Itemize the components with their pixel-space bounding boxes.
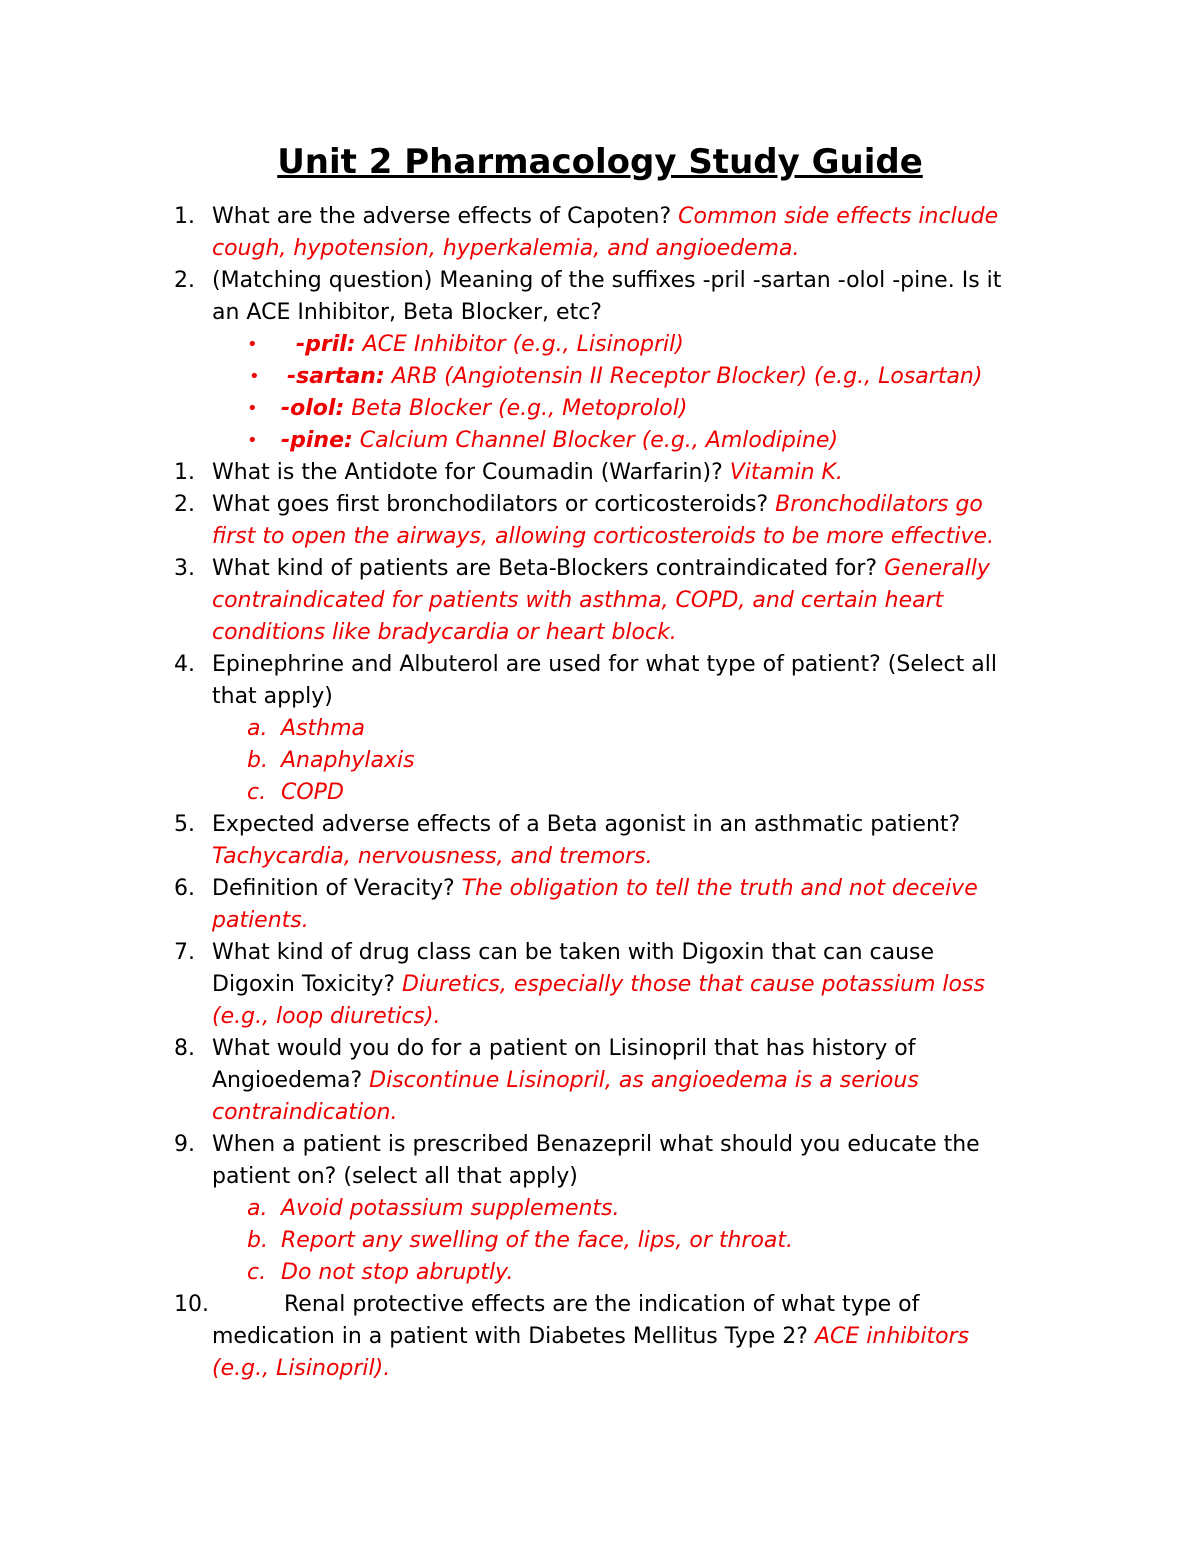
answer-text: Tachycardia, nervousness, and tremors. — [212, 844, 653, 869]
option-text: COPD — [281, 780, 344, 805]
item-number: 2. — [174, 492, 195, 517]
item-number: 1. — [174, 204, 195, 229]
suffix-term: -sartan: — [287, 364, 385, 389]
answer-text: Diuretics, especially those that cause potassium loss — [402, 972, 985, 997]
answer-text: patients. — [212, 908, 309, 933]
answer-text: (e.g., Lisinopril). — [212, 1356, 391, 1381]
item-number: 8. — [174, 1036, 195, 1061]
question-text: medication in a patient with Diabetes Mellitus Type 2? — [212, 1324, 815, 1349]
answer-text: (e.g., loop diuretics). — [212, 1004, 441, 1029]
answer-text: conditions like bradycardia or heart block. — [212, 620, 677, 645]
option-text: Report any swelling of the face, lips, or throat. — [281, 1228, 794, 1253]
suffix-term: -olol: — [281, 396, 345, 421]
question-text: Digoxin Toxicity? — [212, 972, 403, 997]
suffix-desc: ACE Inhibitor (e.g., Lisinopril) — [355, 332, 684, 357]
suffix-term: -pine: — [281, 428, 353, 453]
question-text: What kind of patients are Beta-Blockers contraindicated for? — [212, 556, 885, 581]
option-letter: b. — [247, 748, 268, 773]
question-text: What kind of drug class can be taken with Digoxin that can cause — [212, 940, 935, 965]
option-letter: b. — [247, 1228, 268, 1253]
option-text: Anaphylaxis — [281, 748, 415, 773]
answer-text: cough, hypotension, hyperkalemia, and angioedema. — [212, 236, 800, 261]
bullet-icon: • — [249, 366, 260, 387]
question-text: an ACE Inhibitor, Beta Blocker, etc? — [212, 300, 602, 325]
item-number: 4. — [174, 652, 195, 677]
question-text: Renal protective effects are the indication of what type of — [284, 1292, 920, 1317]
answer-text: Bronchodilators go — [775, 492, 983, 517]
item-number: 1. — [174, 460, 195, 485]
item-number: 3. — [174, 556, 195, 581]
answer-text: first to open the airways, allowing corticosteroids to be more effective. — [212, 524, 995, 549]
bullet-icon: • — [247, 398, 258, 419]
question-text: What are the adverse effects of Capoten? — [212, 204, 679, 229]
answer-text: contraindicated for patients with asthma, COPD, and certain heart — [212, 588, 944, 613]
suffix-desc: ARB (Angiotensin II Receptor Blocker) (e.g., Losartan) — [384, 364, 983, 389]
question-text: What would you do for a patient on Lisinopril that has history of — [212, 1036, 916, 1061]
answer-text: Common side effects include — [678, 204, 999, 229]
question-text: Definition of Veracity? — [212, 876, 462, 901]
option-letter: a. — [247, 716, 268, 741]
option-text: Do not stop abruptly. — [281, 1260, 514, 1285]
suffix-desc: Calcium Channel Blocker (e.g., Amlodipine) — [352, 428, 839, 453]
question-text: patient on? (select all that apply) — [212, 1164, 578, 1189]
answer-text: The obligation to tell the truth and not deceive — [461, 876, 978, 901]
option-text: Asthma — [281, 716, 365, 741]
question-text: Angioedema? — [212, 1068, 370, 1093]
option-letter: c. — [247, 780, 267, 805]
option-text: Avoid potassium supplements. — [281, 1196, 620, 1221]
question-text: What goes first bronchodilators or corticosteroids? — [212, 492, 776, 517]
answer-text: Discontinue Lisinopril, as angioedema is a serious — [369, 1068, 919, 1093]
question-text: Expected adverse effects of a Beta agonist in an asthmatic patient? — [212, 812, 961, 837]
bullet-icon: • — [247, 334, 258, 355]
question-text: (Matching question) Meaning of the suffixes -pril -sartan -olol -pine. Is it — [212, 268, 1002, 293]
answer-text: Vitamin K. — [729, 460, 843, 485]
suffix-term: -pril: — [296, 332, 356, 357]
option-letter: a. — [247, 1196, 268, 1221]
item-number: 2. — [174, 268, 195, 293]
item-number: 9. — [174, 1132, 195, 1157]
item-number: 5. — [174, 812, 195, 837]
answer-text: ACE inhibitors — [814, 1324, 970, 1349]
question-text: Epinephrine and Albuterol are used for what type of patient? (Select all — [212, 652, 997, 677]
question-text: that apply) — [212, 684, 333, 709]
question-text: What is the Antidote for Coumadin (Warfarin)? — [212, 460, 730, 485]
page-title: Unit 2 Pharmacology Study Guide — [277, 142, 923, 182]
item-number: 6. — [174, 876, 195, 901]
answer-text: contraindication. — [212, 1100, 398, 1125]
item-number: 7. — [174, 940, 195, 965]
item-number: 10. — [174, 1292, 209, 1317]
option-letter: c. — [247, 1260, 267, 1285]
answer-text: Generally — [884, 556, 990, 581]
question-text: When a patient is prescribed Benazepril what should you educate the — [212, 1132, 980, 1157]
bullet-icon: • — [247, 430, 258, 451]
suffix-desc: Beta Blocker (e.g., Metoprolol) — [344, 396, 688, 421]
